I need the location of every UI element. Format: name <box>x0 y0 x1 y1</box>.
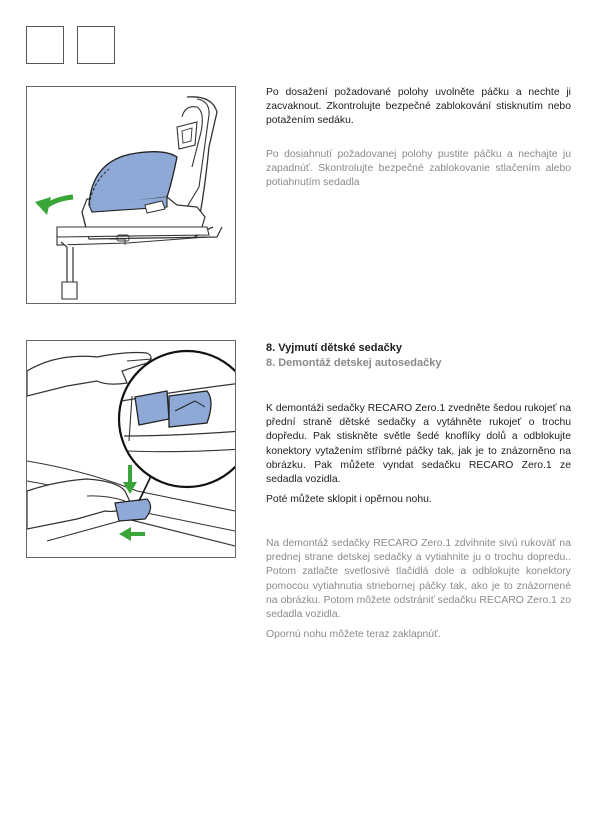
section7-sk-paragraph: Po dosiahnutí požadovanej polohy pustite páčku a nechajte ju zapadnúť. Skontrolujte bezpečné zablokovanie stlačením alebo potiahnutím sedadla <box>266 149 571 189</box>
section8-headings <box>266 341 571 371</box>
section7-cz-paragraph: Po dosažení požadované polohy uvolněte páčku a nechte ji zacvaknout. Zkontrolujte bezpečné zablokování stisknutím nebo potažením sedáku. <box>266 87 571 127</box>
section8-heading-sk: 8. Demontáž detskej autosedačky <box>266 357 442 369</box>
section8-sk-paragraph-1: Na demontáž sedačky RECARO Zero.1 zdvihnite sivú rukoväť na prednej strane detskej sedačky a vytiahnite ju o trochu dopredu.. Potom zatlačte svetlosivé tlačidlá dole a odblokujte konektory pomocou vytiahnutia striebornej páčky tak, ako je to znázornené na obrázku. Potom môžete odstrániť sedačku RECARO Zero.1 zo sedadla vozidla. <box>266 538 571 621</box>
language-box-2 <box>77 26 115 64</box>
section7-text-sk <box>266 148 571 191</box>
section8-text-cz <box>266 402 571 507</box>
section8-cz-paragraph-1: K demontáži sedačky RECARO Zero.1 zvedněte šedou rukojeť na přední straně dětské sedačky a vytáhněte rukojeť o trochu dopředu. Pak stiskněte světle šedé knoflíky dolů a odblokujte konektory vytažením stříbrné páčky tak, jak je to znázorněno na obrázku. Pak můžete vyndat sedačku RECARO Zero.1 ze sedadla vozidla. <box>266 403 571 486</box>
section8-sk-paragraph-2: Opornú nohu môžete teraz zaklapnúť. <box>266 629 441 641</box>
section8-heading-cz: 8. Vyjmutí dětské sedačky <box>266 342 402 354</box>
section8-text-sk <box>266 537 571 642</box>
seat-removal-illustration <box>26 340 236 558</box>
seat-adjust-illustration <box>26 86 236 304</box>
section7-text-cz <box>266 86 571 129</box>
section8-cz-paragraph-2: Poté můžete sklopit i opěrnou nohu. <box>266 494 432 506</box>
language-box-1 <box>26 26 64 64</box>
